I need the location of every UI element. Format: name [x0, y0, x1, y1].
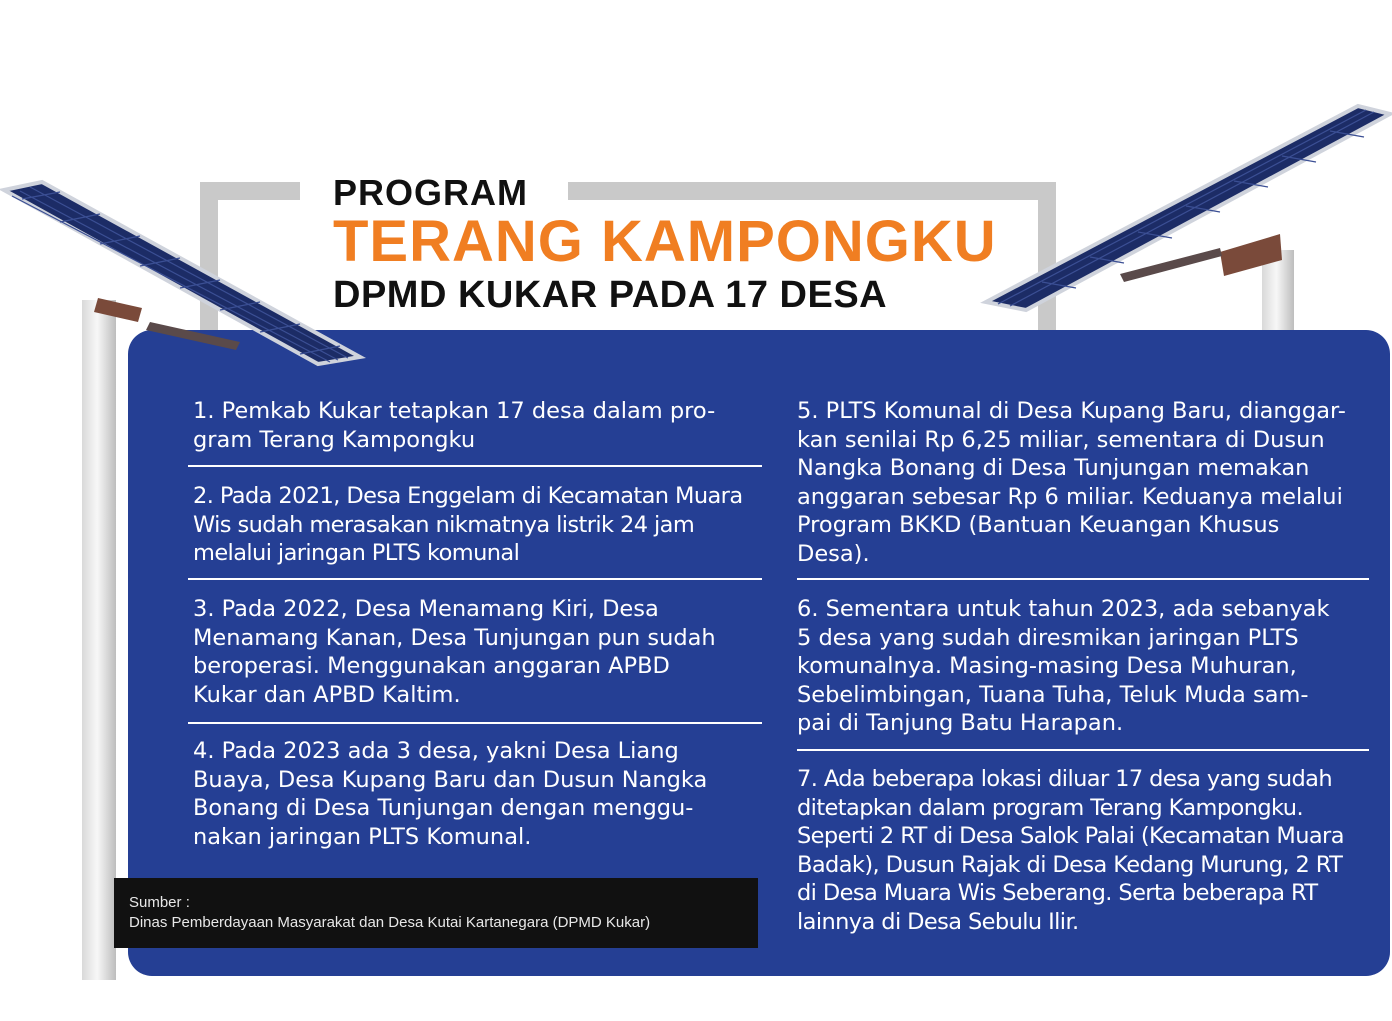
item-line: komunalnya. Masing-masing Desa Muhuran,	[797, 653, 1297, 679]
title-main: TERANG KAMPONGKU	[333, 209, 997, 274]
list-item	[193, 595, 768, 709]
item-line: 6. Sementara untuk tahun 2023, ada sebanyak	[797, 596, 1330, 622]
item-line: 7. Ada beberapa lokasi diluar 17 desa yang sudah	[797, 766, 1333, 792]
item-divider	[797, 749, 1369, 751]
item-text	[193, 595, 768, 709]
item-line: Menamang Kanan, Desa Tunjungan pun sudah	[193, 624, 716, 651]
item-line: pai di Tanjung Batu Harapan.	[797, 710, 1124, 736]
item-line: Nangka Bonang di Desa Tunjungan memakan	[797, 455, 1310, 481]
list-item	[193, 482, 763, 568]
item-line: melalui jaringan PLTS komunal	[193, 540, 520, 566]
solar-panel-icon	[980, 102, 1392, 312]
item-divider	[188, 722, 762, 724]
item-line: Buaya, Desa Kupang Baru dan Dusun Nangka	[193, 766, 708, 793]
solar-panel-icon	[0, 182, 370, 372]
item-line: Sebelimbingan, Tuana Tuha, Teluk Muda sam-	[797, 681, 1309, 708]
item-text	[797, 765, 1377, 936]
item-text	[797, 397, 1377, 568]
item-line: 3. Pada 2022, Desa Menamang Kiri, Desa	[193, 596, 659, 622]
item-line: nakan jaringan PLTS Komunal.	[193, 823, 532, 850]
item-line: lainnya di Desa Sebulu Ilir.	[797, 908, 1079, 935]
item-line: Bonang di Desa Tunjungan dengan menggu-	[193, 795, 694, 821]
item-line: Seperti 2 RT di Desa Salok Palai (Kecamatan Muara	[797, 823, 1344, 849]
item-divider	[797, 578, 1369, 580]
list-item	[193, 397, 763, 454]
item-text	[797, 595, 1377, 738]
source-box	[114, 878, 758, 948]
item-line: Desa).	[797, 540, 870, 567]
item-line: 5 desa yang sudah diresmikan jaringan PLTS	[797, 624, 1299, 651]
list-item	[193, 737, 763, 851]
item-line: Badak), Dusun Rajak di Desa Kedang Murung, 2 RT	[797, 851, 1343, 878]
list-item	[797, 765, 1377, 936]
item-line: beroperasi. Menggunakan anggaran APBD	[193, 653, 670, 679]
item-divider	[188, 578, 762, 580]
item-line: Wis sudah merasakan nikmatnya listrik 24 jam	[193, 511, 695, 538]
item-line: 2. Pada 2021, Desa Enggelam di Kecamatan Muara	[193, 483, 743, 509]
item-divider	[188, 465, 762, 467]
item-line: anggaran sebesar Rp 6 miliar. Keduanya melalui	[797, 483, 1343, 510]
lamp-pole	[82, 300, 116, 980]
item-line: kan senilai Rp 6,25 miliar, sementara di Dusun	[797, 426, 1325, 453]
item-line: 1. Pemkab Kukar tetapkan 17 desa dalam pro-	[193, 398, 716, 424]
item-text	[193, 737, 763, 851]
title-subtitle: DPMD KUKAR PADA 17 DESA	[333, 274, 888, 316]
item-line: gram Terang Kampongku	[193, 426, 476, 453]
list-item	[797, 595, 1377, 738]
item-line: di Desa Muara Wis Seberang. Serta beberapa RT	[797, 880, 1318, 906]
item-line: ditetapkan dalam program Terang Kampongku.	[797, 794, 1304, 821]
source-text: Dinas Pemberdayaan Masyarakat dan Desa Kutai Kartanegara (DPMD Kukar)	[129, 914, 651, 931]
list-item	[797, 397, 1377, 568]
item-line: 4. Pada 2023 ada 3 desa, yakni Desa Liang	[193, 738, 679, 764]
item-line: Program BKKD (Bantuan Keuangan Khusus	[797, 512, 1280, 538]
title-program: PROGRAM	[333, 172, 528, 213]
source-label: Sumber :	[129, 894, 190, 911]
item-line: 5. PLTS Komunal di Desa Kupang Baru, dianggar-	[797, 398, 1346, 424]
item-text	[193, 482, 763, 568]
item-text	[193, 397, 763, 454]
item-line: Kukar dan APBD Kaltim.	[193, 681, 461, 708]
